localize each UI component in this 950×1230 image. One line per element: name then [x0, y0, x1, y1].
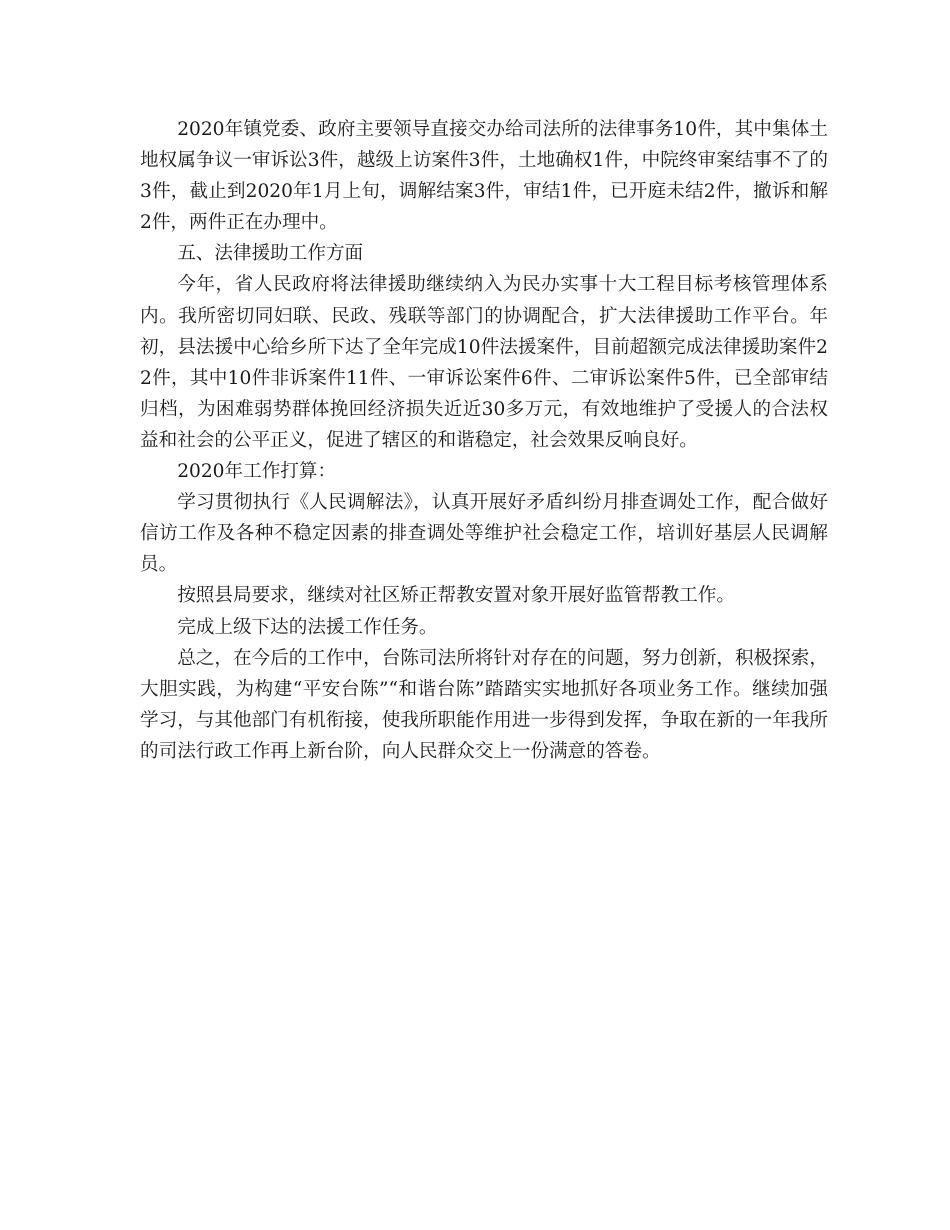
document-body — [140, 114, 828, 767]
section-heading-legal-aid: 五、法律援助工作方面 — [177, 243, 364, 265]
paragraph-legal-aid: 今年，省人民政府将法律援助继续纳入为民办实事十大工程目标考核管理体系内。我所密切同妇联、民政、残联等部门的协调配合，扩大法律援助工作平台。年初，县法援中心给乡所下达了全年完成10件法援案件，目前超额完成法律援助案件22件，其中10件非诉案件11件、一审诉讼案件6件、二审诉讼案件5件，已全部审结归档，为困难弱势群体挽回经济损失近近30多万元，有效地维护了受援人的合法权益和社会的公平正义，促进了辖区的和谐稳定，社会效果反响良好。 — [140, 274, 828, 451]
paragraph-community-correction: 按照县局要求，继续对社区矫正帮教安置对象开展好监管帮教工作。 — [177, 585, 736, 607]
paragraph-conclusion: 总之，在今后的工作中，台陈司法所将针对存在的问题，努力创新，积极探索，大胆实践，为构建“平安台陈”“和谐台陈”踏踏实实地抓好各项业务工作。继续加强学习，与其他部门有机衔接，使我所职能作用进一步得到发挥，争取在新的一年我所的司法行政工作再上新台阶，向人民群众交上一份满意的答卷。 — [140, 647, 828, 762]
paragraph-mediation-law: 学习贯彻执行《人民调解法》，认真开展好矛盾纠纷月排查调处工作，配合做好信访工作及各种不稳定因素的排查调处等维护社会稳定工作，培训好基层人民调解员。 — [140, 492, 828, 576]
paragraph-legal-affairs: 2020年镇党委、政府主要领导直接交办给司法所的法律事务10件，其中集体土地权属争议一审诉讼3件，越级上访案件3件，土地确权1件，中院终审案结事不了的3件，截止到2020年1月上旬，调解结案3件，审结1件，已开庭未结2件，撤诉和解2件，两件正在办理中。 — [140, 119, 828, 234]
section-heading-work-plan: 2020年工作打算： — [177, 461, 337, 483]
paragraph-legal-aid-task: 完成上级下达的法援工作任务。 — [177, 616, 438, 638]
